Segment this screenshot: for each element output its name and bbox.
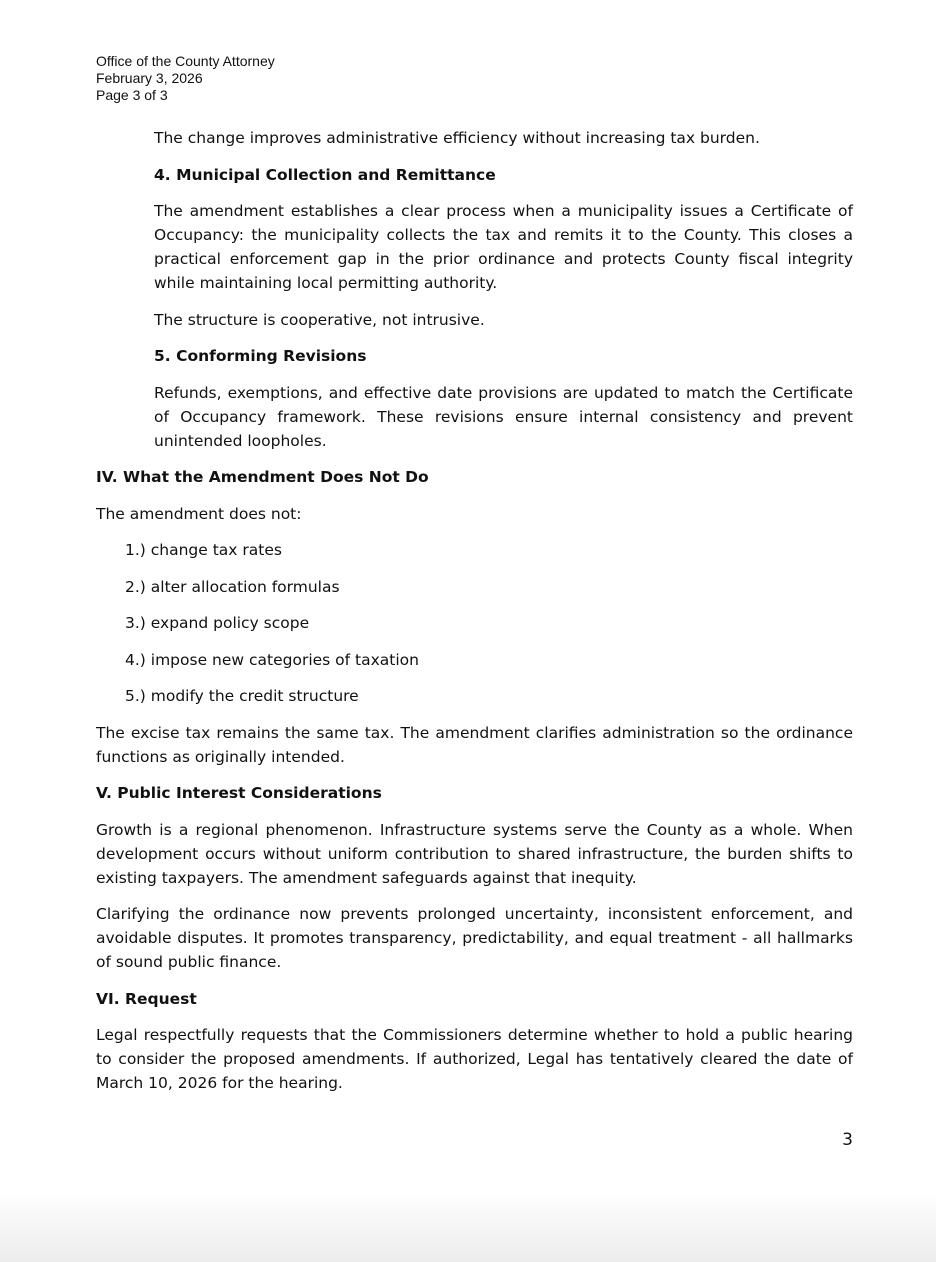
section-v-paragraph-2: Clarifying the ordinance now prevents prolonged uncertainty, inconsistent enforcement, and avoidable disputes. It promotes transparency, predictability, and equal treatment - all hallmarks of sound public finance. [96,905,853,971]
document-body [96,126,853,1108]
list-item: 1.) change tax rates [125,541,282,559]
header-date: February 3, 2026 [96,70,203,86]
header-office: Office of the County Attorney [96,53,275,69]
list-item: 3.) expand policy scope [125,614,310,632]
subsection-4-paragraph-2: The structure is cooperative, not intrusive. [154,310,485,329]
subsection-4-paragraph-1: The amendment establishes a clear process when a municipality issues a Certificate of Occupancy: the municipality collects the tax and remits it to the County. This closes a practical enforcement gap in the prior ordinance and protects County fiscal integrity while maintaining local permitting authority. [154,202,853,292]
section-v-paragraph-1: Growth is a regional phenomenon. Infrastructure systems serve the County as a whole. When development occurs without uniform contribution to shared infrastructure, the burden shifts to existing taxpayers. The amendment safeguards against that inequity. [96,820,853,887]
section-vi-paragraph-1: Legal respectfully requests that the Commissioners determine whether to hold a public hearing to consider the proposed amendments. If authorized, Legal has tentatively cleared the date of March 10, 2026 for the hearing. [96,1026,853,1092]
section-v-heading: V. Public Interest Considerations [96,784,382,802]
section-iv-list [96,538,853,708]
section-iii-intro-paragraph: The change improves administrative efficiency without increasing tax burden. [154,129,760,147]
section-iv-intro: The amendment does not: [96,504,302,523]
page-number: 3 [842,1130,853,1150]
header-page-label: Page 3 of 3 [96,87,168,103]
section-vi-heading: VI. Request [96,989,197,1008]
subsection-4-heading: 4. Municipal Collection and Remittance [154,165,496,184]
letter-header [96,53,275,104]
list-item: 4.) impose new categories of taxation [125,650,419,669]
bottom-shadow [0,1192,936,1262]
list-item: 5.) modify the credit structure [125,687,359,705]
section-iv-closing: The excise tax remains the same tax. The amendment clarifies administration so the ordinance functions as originally intended. [96,723,853,766]
section-iv-heading: IV. What the Amendment Does Not Do [96,468,429,486]
subsection-5-heading: 5. Conforming Revisions [154,347,367,365]
list-item: 2.) alter allocation formulas [125,577,340,596]
subsection-5-paragraph-1: Refunds, exemptions, and effective date provisions are updated to match the Certificate of Occupancy framework. These revisions ensure internal consistency and prevent unintended loopholes. [154,383,853,450]
